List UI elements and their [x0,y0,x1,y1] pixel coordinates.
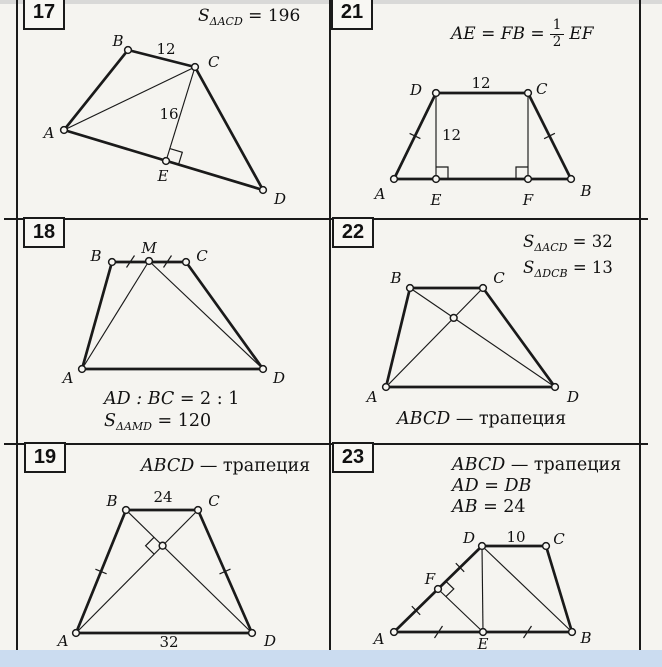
figure-23-cevians [438,546,572,632]
equal-sides: AD = DB [452,476,532,496]
ratio-lhs: AD : BC [104,389,175,409]
area-subscript: ΔAMD [116,420,152,433]
fraction-one-half [550,18,565,50]
caption-abcd: ABCD [397,409,451,429]
vertex-label-C: C [536,80,548,98]
vertex-label-D: D [272,369,286,387]
vertex-label-A: A [366,388,378,406]
problem-23-given [452,455,621,518]
figure-17 [18,3,330,218]
area-value: = 32 [567,232,613,251]
vertex-label-C: C [553,530,565,548]
figure-22-diagonals [386,288,555,387]
problem-19-number-box [24,442,66,473]
problem-17-given-area [198,6,300,28]
problem-19-number: 19 [33,446,57,468]
base-length-line [452,497,621,518]
problem-22-given-areas [523,232,613,284]
problem-21-given [451,14,594,54]
ratio-line [104,388,239,410]
figure-22-sides [386,288,555,387]
vertex-label-B: B [112,32,124,50]
caption-abcd: ABCD [141,456,195,476]
problem-21-number: 21 [340,1,364,23]
vertex-label-A: A [373,630,385,648]
problem-18-number-box [23,217,65,248]
caption-line [452,455,621,476]
area2-line [523,258,613,284]
vertex-label-A: A [43,124,55,142]
area-line [104,410,239,438]
vertex-label-B: B [390,269,402,287]
vertex-label-E: E [477,635,489,653]
problem-22-caption [397,409,566,429]
problem-19-caption [141,456,310,476]
vertex-label-B: B [580,182,592,200]
area-symbol: S [523,258,535,277]
equal-sides-line [452,476,621,497]
area-value: = 13 [567,258,613,277]
figure-21-vertices [391,90,575,183]
dim-DC: 10 [506,528,526,546]
vertex-label-A: A [62,369,74,387]
problem-22-number: 22 [341,221,365,243]
figure-18-vertices [79,258,267,373]
caption-word: — трапеция [505,455,622,475]
vertex-label-B: B [90,247,102,265]
dim-DC: 12 [471,74,491,92]
vertex-label-D: D [566,388,580,406]
vertex-label-E: E [157,167,169,185]
base-symbol: AB [452,497,478,517]
problem-23-number: 23 [341,446,365,468]
dim-BC: 24 [153,488,173,506]
right-angle-mark-F [446,581,454,596]
vertex-label-C: C [208,53,220,71]
area-value: = 120 [151,411,212,431]
area-symbol: S [523,232,535,251]
vertex-label-A: A [374,185,386,203]
problem-22-number-box [332,217,374,248]
vertex-label-B: B [580,629,592,647]
area-value: = 196 [242,6,301,26]
dim-AD: 32 [159,633,179,651]
base-value: = 24 [477,497,526,517]
area-symbol: S [198,6,210,26]
right-angle-mark-O [146,537,155,554]
area-subscript: ΔACD [534,241,568,254]
problem-21-number-box [331,0,373,30]
given-rhs: EF [569,24,594,44]
problem-17-number-box [23,0,65,30]
fraction-denominator: 2 [552,33,562,50]
area1-line [523,232,613,258]
vertex-label-A: A [57,632,69,650]
vertex-label-C: C [493,269,505,287]
area-subscript: ΔACD [209,15,243,28]
vertex-label-E: E [430,191,442,209]
problem-23-number-box [332,442,374,473]
ratio-rhs: = 2 : 1 [174,389,240,409]
figure-21-sides [394,93,571,179]
vertex-label-D: D [273,190,287,208]
vertex-label-D: D [263,632,277,650]
vertex-label-F: F [424,570,436,588]
vertex-label-B: B [106,492,118,510]
fraction-numerator: 1 [550,18,565,35]
dim-BC: 12 [156,40,176,58]
vertex-label-D: D [462,529,476,547]
caption-word: — трапеция [450,409,567,429]
dim-CE: 16 [159,105,179,123]
bottom-scan-strip [0,650,662,667]
problem-18-number: 18 [32,221,56,243]
problem-18-given [104,388,239,438]
problem-17-number: 17 [32,1,56,23]
vertex-label-D: D [409,81,422,99]
vertex-label-M: M [141,239,157,257]
dim-DE: 12 [442,126,462,144]
given-lhs: AE = FB = [451,24,545,44]
area-symbol: S [104,411,116,431]
vertex-label-C: C [208,492,220,510]
vertex-label-F: F [522,191,534,209]
figure-18-cevians [82,261,263,369]
figure-18-sides [82,262,263,369]
vertex-label-C: C [196,247,208,265]
area-subscript: ΔDCB [534,267,568,280]
caption-word: — трапеция [194,456,311,476]
caption-abcd: ABCD [452,455,506,475]
